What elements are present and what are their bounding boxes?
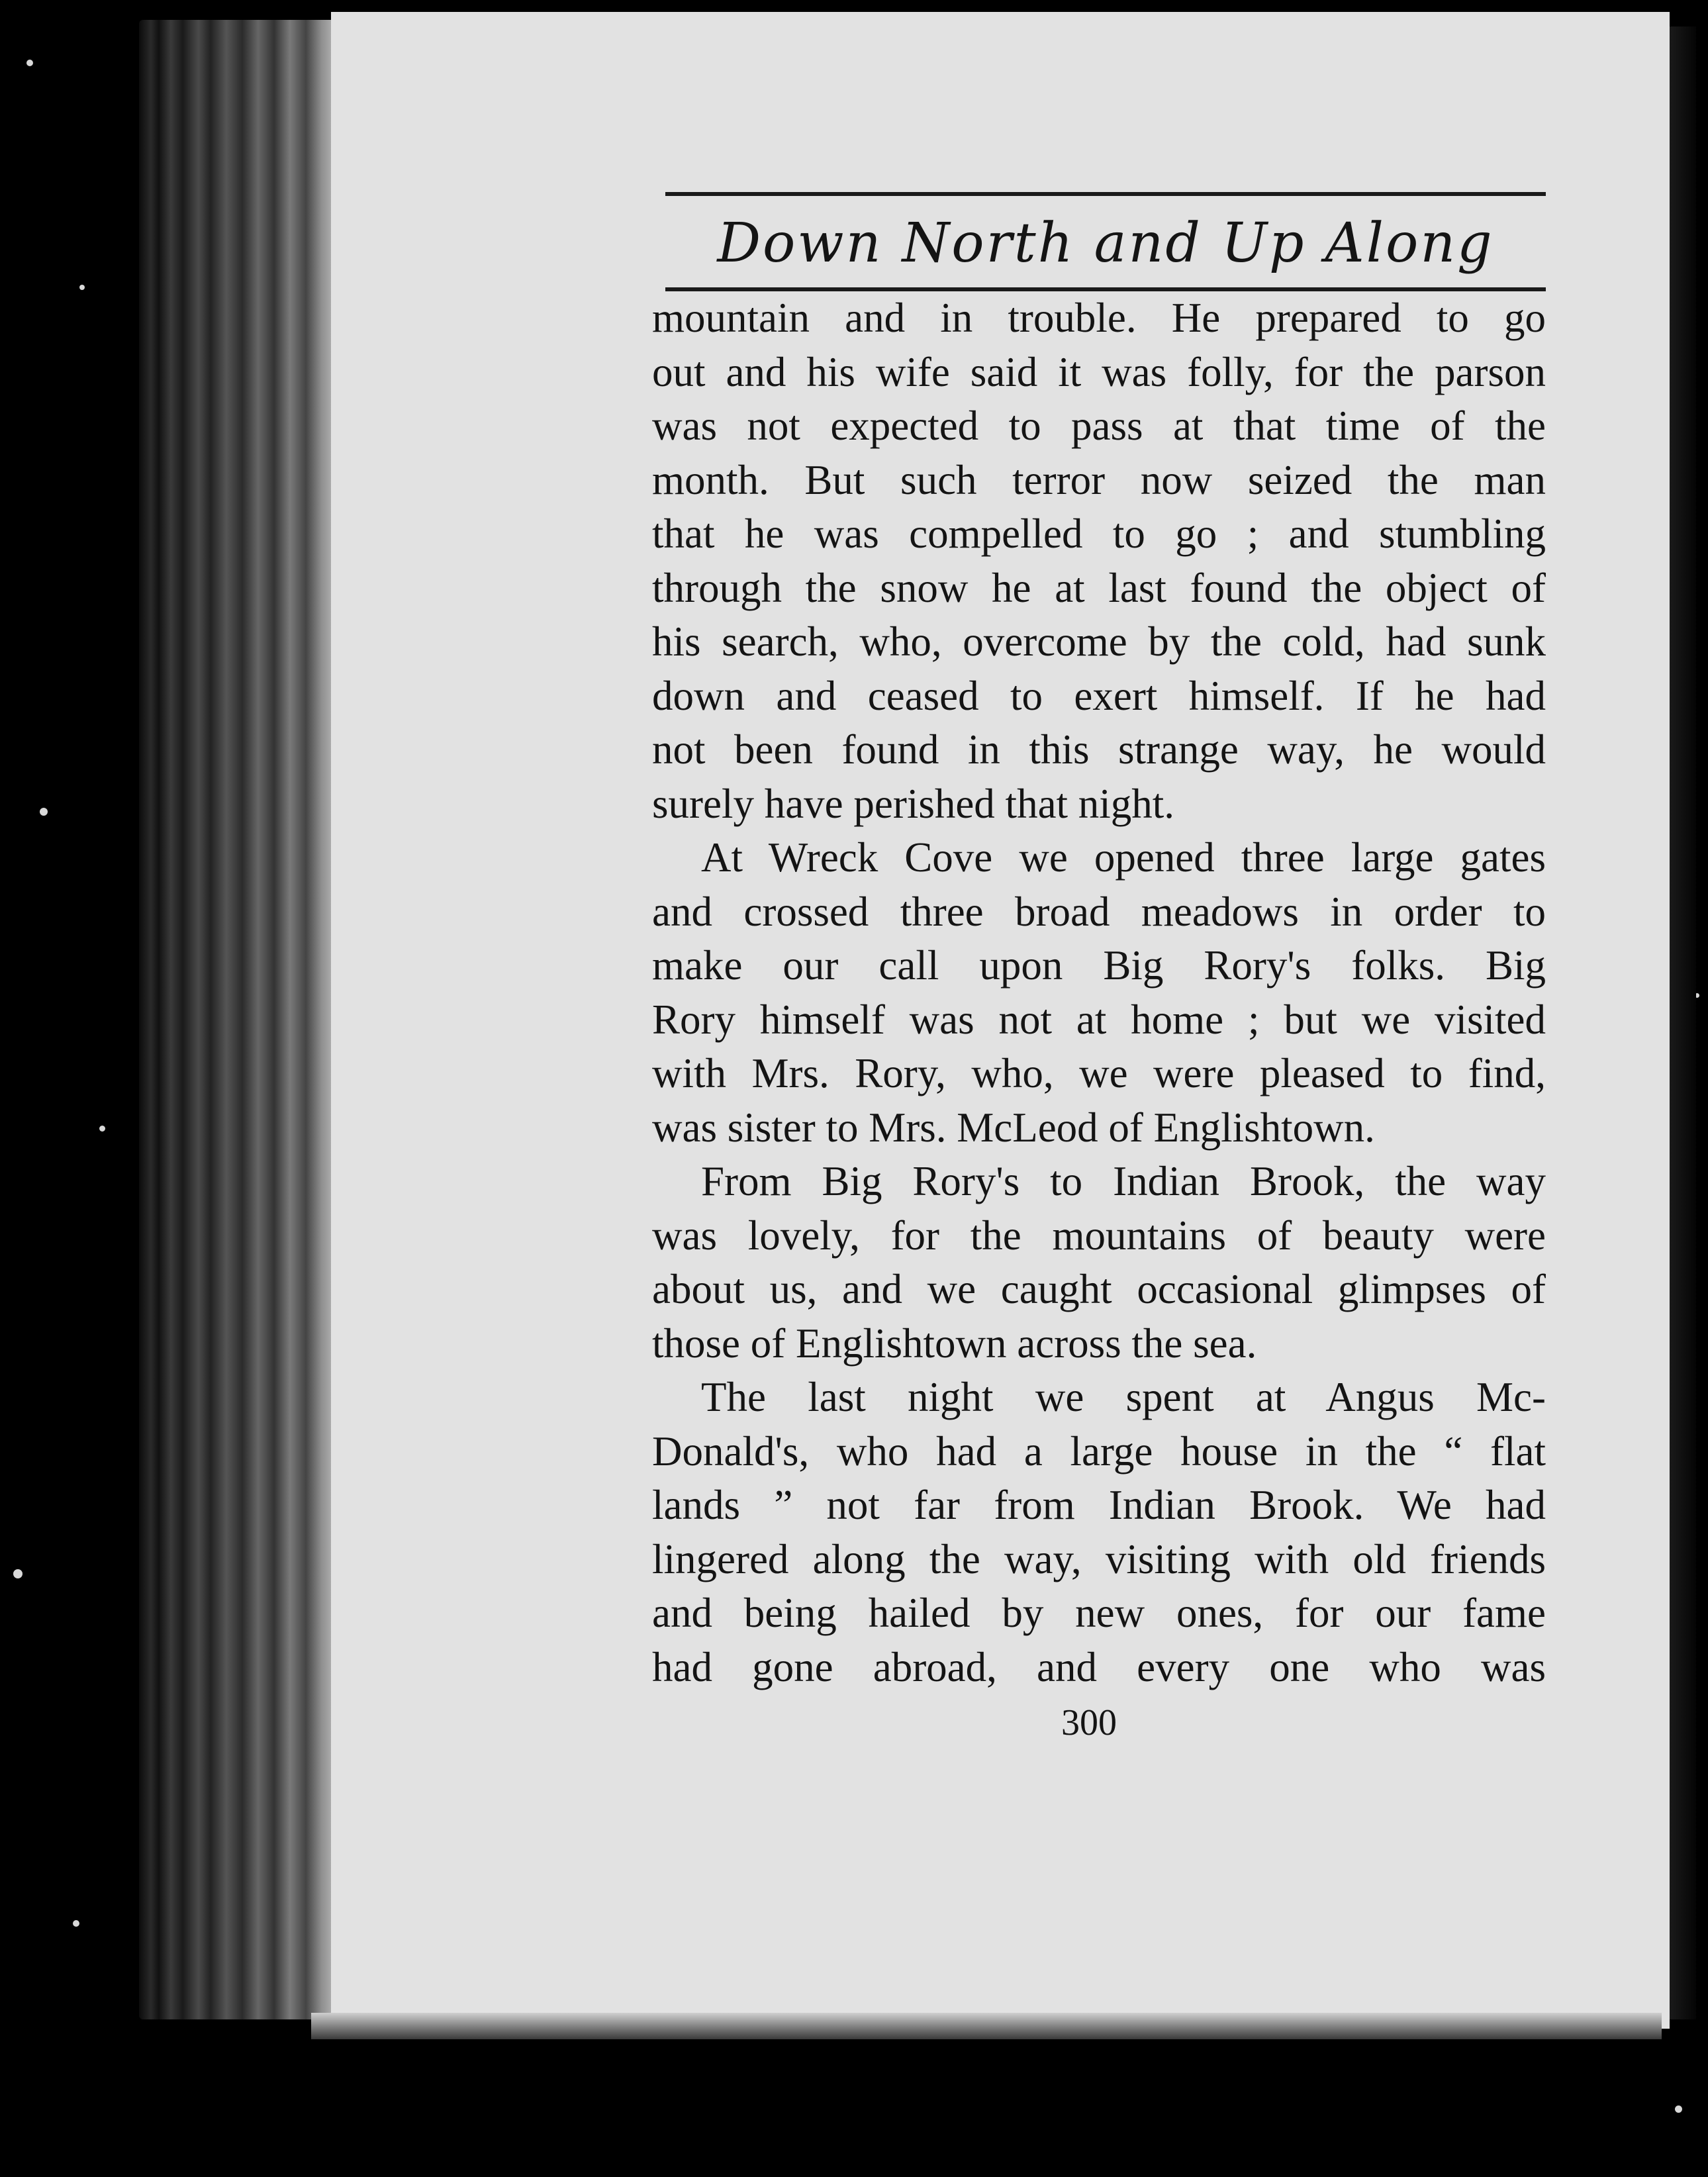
text-line: through the snow he at last found the object of: [652, 564, 1546, 611]
scan-speck: [40, 808, 48, 816]
text-line: those of Englishtown across the sea.: [652, 1320, 1257, 1367]
body-text: [652, 291, 1546, 1694]
text-line: that he was compelled to go ; and stumbling: [652, 510, 1546, 557]
page-bottom-edge: [311, 2013, 1662, 2039]
text-line: his search, who, overcome by the cold, had sunk: [652, 618, 1546, 665]
text-line: not been found in this strange way, he would: [652, 726, 1546, 773]
text-line: was not expected to pass at that time of the: [652, 403, 1546, 449]
text-line: lingered along the way, visiting with old friends: [652, 1535, 1546, 1582]
scan-speck: [1675, 2105, 1682, 2113]
text-line: about us, and we caught occasional glimpses of: [652, 1266, 1546, 1312]
text-line: out and his wife said it was folly, for the parson: [652, 348, 1546, 395]
scan-speck: [79, 285, 85, 290]
text-line: month. But such terror now seized the man: [652, 456, 1546, 503]
text-line: had gone abroad, and every one who was: [652, 1643, 1546, 1690]
paragraph: [652, 1371, 1546, 1694]
paragraph: [652, 1155, 1546, 1371]
text-line: Rory himself was not at home ; but we visited: [652, 996, 1546, 1043]
running-head: Down North and Up Along: [717, 212, 1494, 275]
paragraph: [652, 291, 1546, 831]
text-line: Donald's, who had a large house in the “ flat: [652, 1427, 1546, 1475]
text-line: was lovely, for the mountains of beauty were: [652, 1212, 1546, 1259]
text-line: and crossed three broad meadows in order to: [652, 888, 1546, 935]
text-line: surely have perished that night.: [652, 780, 1175, 827]
text-line: From Big Rory's to Indian Brook, the way: [701, 1158, 1546, 1204]
text-line: At Wreck Cove we opened three large gates: [701, 834, 1546, 881]
text-line: The last night we spent at Angus Mc-: [701, 1374, 1546, 1420]
scan-speck: [73, 1920, 79, 1927]
scan-speck: [13, 1569, 23, 1578]
scan-speck: [99, 1126, 105, 1132]
paragraph: [652, 831, 1546, 1155]
text-line: lands ” not far from Indian Brook. We had: [652, 1482, 1546, 1528]
page-number: 300: [1061, 1702, 1117, 1743]
text-line: down and ceased to exert himself. If he had: [652, 672, 1546, 719]
header-top-rule: [665, 192, 1546, 196]
page-right-shadow: [1670, 26, 1696, 2019]
scan-speck: [26, 60, 33, 66]
text-line: mountain and in trouble. He prepared to go: [652, 295, 1546, 341]
text-line: with Mrs. Rory, who, we were pleased to find,: [652, 1050, 1546, 1096]
text-line: was sister to Mrs. McLeod of Englishtown.: [652, 1104, 1375, 1151]
text-line: make our call upon Big Rory's folks. Big: [652, 942, 1546, 989]
book-page-edges: [139, 20, 338, 2019]
text-line: and being hailed by new ones, for our fame: [652, 1590, 1546, 1636]
